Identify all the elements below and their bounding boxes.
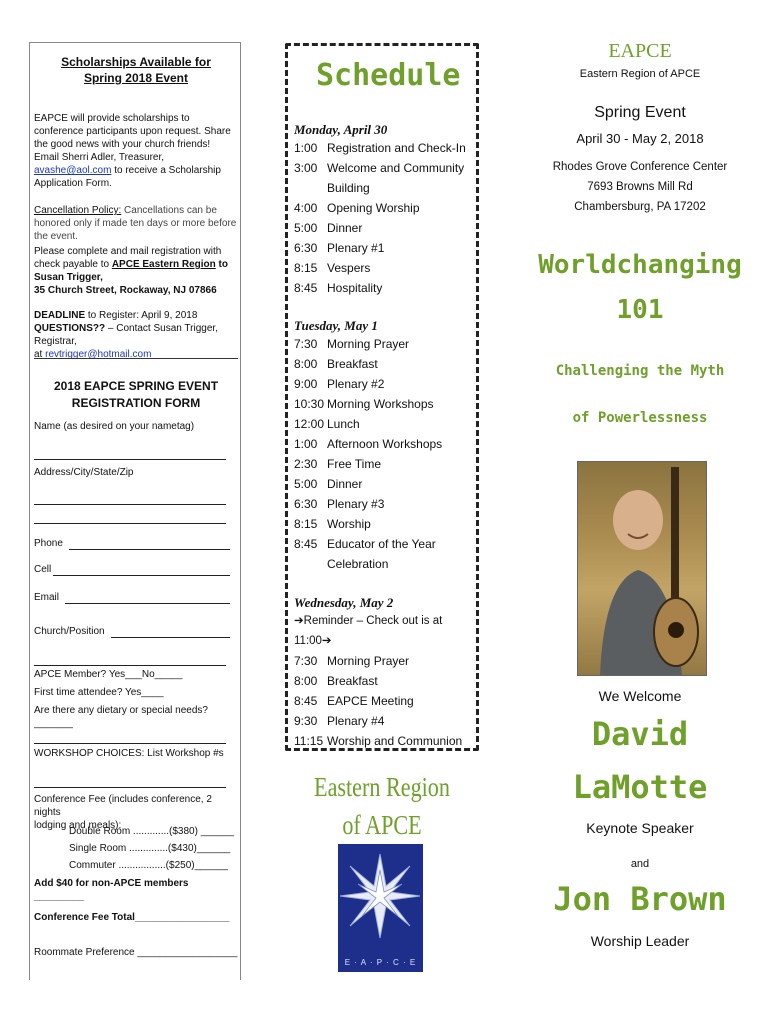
- phone-row: [34, 537, 230, 550]
- schedule-time: [294, 554, 327, 574]
- schedule-list-tuesday: [294, 334, 474, 574]
- treasurer-email-link[interactable]: avashe@aol.com: [34, 165, 112, 176]
- email-field[interactable]: [65, 591, 230, 604]
- schedule-time: 7:30: [294, 654, 318, 668]
- schedule-list-monday: [294, 138, 474, 298]
- divider: [34, 358, 238, 359]
- schedule-row: [294, 691, 478, 711]
- name-field[interactable]: [34, 459, 226, 460]
- cell-row: [34, 563, 230, 576]
- schedule-event: Opening Worship: [327, 201, 420, 215]
- schedule-time: 11:15: [294, 734, 324, 748]
- schedule-event: Dinner: [327, 221, 363, 235]
- schedule-event: Lunch: [327, 417, 360, 431]
- schedule-time: 9:00: [294, 377, 318, 391]
- schedule-event: Celebration: [327, 557, 389, 571]
- schedule-box: [285, 43, 479, 751]
- day-monday: [294, 122, 474, 298]
- fee-label: Conference Fee (includes conference, 2 nights lodging and meals):: [34, 794, 212, 831]
- schedule-time: 8:15: [294, 517, 318, 531]
- mail-instructions: Please complete and mail registration with check payable to APCE Eastern Region to Susan Trigger, 35 Church Street, Rockaway, NJ 07866: [34, 246, 228, 296]
- event-dates: April 30 - May 2, 2018: [576, 131, 704, 146]
- speaker1-last: LaMotte: [572, 768, 708, 806]
- schedule-event: Breakfast: [327, 357, 378, 371]
- church-field-2[interactable]: [34, 665, 226, 666]
- schedule-event: Plenary #1: [327, 241, 385, 255]
- schedule-time: 12:00: [294, 417, 325, 431]
- schedule-event: Educator of the Year: [327, 537, 436, 551]
- schedule-time: 8:15: [294, 261, 318, 275]
- schedule-row: [294, 394, 474, 414]
- schedule-event: Free Time: [327, 457, 382, 471]
- cancellation-policy: Cancellation Policy: Cancellations can be honored only if made ten days or more before the event.: [34, 205, 237, 242]
- day-wednesday: [294, 595, 478, 751]
- schedule-row: [294, 278, 474, 298]
- schedule-event: Plenary #2: [327, 377, 385, 391]
- schedule-row: [294, 514, 474, 534]
- cell-label: Cell: [34, 564, 52, 575]
- schedule-row: [294, 671, 478, 691]
- dietary-field[interactable]: [34, 743, 226, 744]
- address-field-1[interactable]: [34, 504, 226, 505]
- schedule-time: 4:00: [294, 201, 318, 215]
- schedule-row: [294, 258, 474, 278]
- schedule-event: Plenary #3: [327, 497, 385, 511]
- schedule-time: 1:00: [294, 437, 318, 451]
- church-field[interactable]: [111, 625, 230, 638]
- day-tuesday: [294, 318, 474, 574]
- checkout-reminder: ➔Reminder – Check out is at 11:00➔: [294, 615, 443, 647]
- schedule-row: [294, 434, 474, 454]
- schedule-row: [294, 238, 474, 258]
- event-subtitle-line1: Challenging the Myth: [555, 363, 725, 379]
- registrar-email-link[interactable]: revtrigger@hotmail.com: [45, 349, 152, 360]
- schedule-row: [294, 334, 474, 354]
- schedule-row: [294, 218, 474, 238]
- church-row: [34, 625, 230, 638]
- schedule-time: 7:30: [294, 337, 318, 351]
- schedule-event: EAPCE Meeting: [327, 694, 414, 708]
- welcome-text: We Welcome: [598, 688, 682, 704]
- phone-field[interactable]: [69, 537, 230, 550]
- speaker-portrait-icon: [578, 462, 706, 675]
- fee-total[interactable]: Conference Fee Total_________________: [34, 912, 230, 923]
- schedule-event: Morning Prayer: [327, 337, 410, 351]
- and-text: and: [630, 858, 650, 870]
- form-title: 2018 EAPCE SPRING EVENT REGISTRATION FORM: [53, 379, 219, 410]
- schedule-time: 6:30: [294, 497, 318, 511]
- apce-member-question[interactable]: APCE Member? Yes___No_____: [34, 669, 183, 680]
- schedule-time: 1:00: [294, 141, 318, 155]
- email-row: [34, 591, 230, 604]
- fee-nonmember[interactable]: Add $40 for non-APCE members _________: [34, 878, 189, 902]
- event-title-line2: 101: [616, 295, 664, 325]
- workshop-field[interactable]: [34, 787, 226, 788]
- schedule-row: [294, 651, 478, 671]
- roommate-preference[interactable]: Roommate Preference __________________: [34, 947, 238, 958]
- schedule-row: [294, 731, 478, 751]
- speaker-photo: [577, 461, 707, 676]
- schedule-time: 6:30: [294, 241, 318, 255]
- address-field-2[interactable]: [34, 523, 226, 524]
- region-name: Eastern Region of APCE: [314, 772, 450, 840]
- deadline-info: DEADLINE to Register: April 9, 2018 QUESTIONS?? – Contact Susan Trigger, Registrar, at revtrigger@hotmail.com: [34, 310, 218, 360]
- schedule-time: 5:00: [294, 477, 318, 491]
- dietary-question[interactable]: Are there any dietary or special needs?_______: [34, 705, 208, 729]
- schedule-event: Vespers: [327, 261, 371, 275]
- schedule-time: 8:00: [294, 674, 318, 688]
- day-heading: Tuesday, May 1: [294, 318, 378, 333]
- schedule-event: Morning Prayer: [327, 654, 410, 668]
- schedule-time: 8:00: [294, 357, 318, 371]
- schedule-event: Afternoon Workshops: [327, 437, 443, 451]
- schedule-list-wednesday: [294, 651, 478, 751]
- schedule-row: [294, 158, 474, 178]
- name-label: Name (as desired on your nametag): [34, 421, 195, 432]
- schedule-row: [294, 474, 474, 494]
- schedule-row: [294, 554, 474, 574]
- schedule-row: [294, 354, 474, 374]
- schedule-row: [294, 138, 474, 158]
- schedule-row: [294, 534, 474, 554]
- eapce-logo: [338, 844, 423, 972]
- schedule-event: Welcome and Community: [327, 161, 465, 175]
- logo-letters: E · A · P · C · E: [344, 958, 417, 967]
- schedule-event: Worship and Communion: [327, 734, 463, 748]
- schedule-row: [294, 178, 474, 198]
- schedule-row: [294, 494, 474, 514]
- speaker2-role: Worship Leader: [590, 933, 690, 949]
- schedule-row: [294, 374, 474, 394]
- schedule-row: [294, 711, 478, 731]
- schedule-time: [294, 178, 327, 198]
- workshop-label: WORKSHOP CHOICES: List Workshop #s: [34, 748, 224, 759]
- speaker1-first: David: [591, 715, 689, 753]
- schedule-row: [294, 454, 474, 474]
- event-subtitle-line2: of Powerlessness: [572, 410, 708, 426]
- venue-city: Chambersburg, PA 17202: [574, 201, 706, 213]
- schedule-row: [294, 414, 474, 434]
- schedule-time: 8:45: [294, 694, 318, 708]
- venue-street: 7693 Browns Mill Rd: [587, 181, 693, 193]
- star-icon: [338, 844, 423, 972]
- scholarship-paragraph: EAPCE will provide scholarships to conference participants upon request. Share the good news with your church friends! Email Sherri Adler, Treasurer, avashe@aol.com to receive a Scholarship Application Form.: [34, 113, 231, 189]
- scholarship-title: Scholarships Available for Spring 2018 Event: [61, 55, 211, 85]
- schedule-time: 3:00: [294, 161, 318, 175]
- speaker2-name: Jon Brown: [553, 880, 727, 918]
- org-subtitle: Eastern Region of APCE: [579, 68, 701, 80]
- email-label: Email: [34, 592, 60, 603]
- schedule-event: Morning Workshops: [327, 397, 434, 411]
- fee-single-room[interactable]: Single Room ..............($430)______: [69, 843, 231, 854]
- day-heading: Wednesday, May 2: [294, 595, 394, 610]
- schedule-event: Worship: [327, 517, 371, 531]
- venue-name: Rhodes Grove Conference Center: [552, 161, 728, 173]
- fee-commuter[interactable]: Commuter .................($250)______: [69, 860, 228, 871]
- schedule-event: Registration and Check-In: [327, 141, 466, 155]
- first-time-question[interactable]: First time attendee? Yes____: [34, 687, 164, 698]
- schedule-event: Breakfast: [327, 674, 378, 688]
- schedule-time: 8:45: [294, 537, 318, 551]
- fee-double-room[interactable]: Double Room .............($380) ______: [69, 826, 235, 837]
- day-heading: Monday, April 30: [294, 122, 388, 137]
- address-label: Address/City/State/Zip: [34, 467, 134, 478]
- schedule-event: Dinner: [327, 477, 363, 491]
- schedule-time: 10:30: [294, 397, 325, 411]
- schedule-event: Building: [327, 181, 370, 195]
- event-title-line1: Worldchanging: [538, 250, 742, 280]
- org-name: EAPCE: [608, 40, 672, 62]
- cell-field[interactable]: [53, 563, 230, 576]
- schedule-time: 5:00: [294, 221, 318, 235]
- schedule-event: Hospitality: [327, 281, 383, 295]
- registration-column: [29, 42, 241, 980]
- speaker1-role: Keynote Speaker: [586, 820, 694, 836]
- church-label: Church/Position: [34, 626, 105, 637]
- schedule-row: [294, 198, 474, 218]
- schedule-title: Schedule: [316, 58, 461, 93]
- phone-label: Phone: [34, 538, 63, 549]
- schedule-time: 2:30: [294, 457, 318, 471]
- schedule-time: 9:30: [294, 714, 318, 728]
- schedule-event: Plenary #4: [327, 714, 385, 728]
- event-name: Spring Event: [594, 104, 686, 121]
- schedule-time: 8:45: [294, 281, 318, 295]
